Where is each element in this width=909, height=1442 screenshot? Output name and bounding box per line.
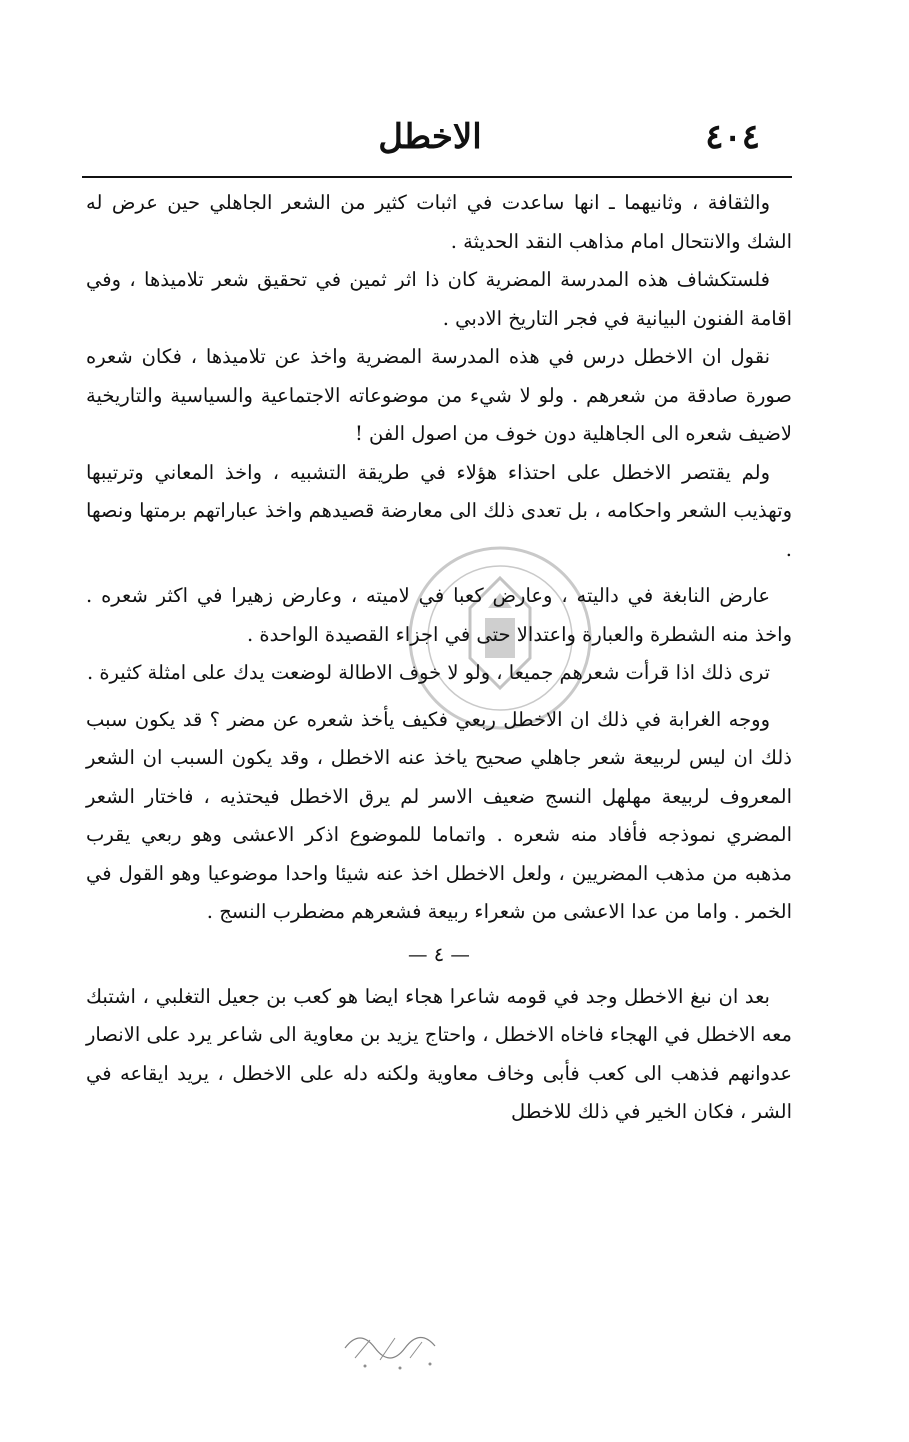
header-rule [82,176,792,178]
paragraph: ترى ذلك اذا قرأت شعرهم جميعا ، ولو لا خوف الاطالة لوضعت يدك على امثلة كثيرة . [86,661,770,684]
page-title: الاخطل [378,117,482,157]
page-number: ٤٠٤ [705,117,760,157]
scribble-icon [340,1318,450,1378]
paragraph: نقول ان الاخطل درس في هذه المدرسة المضرية واخذ عن تلاميذها ، فكان شعره صورة صادقة من شعرهم . ولو لا شيء من موضوعاته الاجتماعية والسياسية والتاريخية لاضيف شعره الى الجاهلية دون خوف من اصول الفن ! [86,345,792,445]
body-text [86,184,792,1132]
running-head [80,112,780,162]
paragraph: فلستكشاف هذه المدرسة المضرية كان ذا اثر ثمين في تحقيق شعر تلاميذها ، وفي اقامة الفنون البيانية في فجر التاريخ الادبي . [86,268,792,330]
paragraph: والثقافة ، وثانيهما ـ انها ساعدت في اثبات كثير من الشعر الجاهلي حين عرض له الشك والانتحال امام مذاهب النقد الحديثة . [86,191,792,253]
paragraph: ولم يقتصر الاخطل على احتذاء هؤلاء في طريقة التشبيه ، واخذ المعاني وترتيبها وتهذيب الشعر واحكامه ، بل تعدى ذلك الى معارضة قصيدهم واخذ عباراتهم برمتها ونصها . [86,460,792,561]
section-marker: — ٤ — [408,942,470,966]
paragraph: عارض النابغة في داليته ، وعارض كعبا في لاميته ، وعارض زهيرا في اكثر شعره . واخذ منه الشطرة والعبارة واعتدالا حتى في اجزاء القصيدة الواحدة . [86,584,792,646]
paragraph: ووجه الغرابة في ذلك ان الاخطل ربعي فكيف يأخذ شعره عن مضر ؟ قد يكون سبب ذلك ان ليس لربيعة شعر جاهلي صحيح ياخذ عنه الاخطل ، وقد يكون السبب ان الشعر المعروف لربيعة مهلهل النسج ضعيف الاسر لم يرق الاخطل فيحتذيه ، فاختار الشعر المضري نموذجه فأفاد منه شعره . واتماما للموضوع اذكر الاعشى وهو ربعي يقرب مذهبه من مذهب المضريين ، ولعل الاخطل اخذ عنه شيئا واحدا موضوعيا وهو القول في الخمر . واما من عدا الاعشى من شعراء ربيعة فشعرهم مضطرب النسج . [86,707,792,923]
paragraph: بعد ان نبغ الاخطل وجد في قومه شاعرا هجاء ايضا هو كعب بن جعيل التغلبي ، اشتبك معه الاخطل في الهجاء فاخاه الاخطل ، واحتاج يزيد بن معاوية الى شاعر يرد على الانصار عدوانهم فذهب الى كعب فأبى وخاف معاوية ولكنه دله على الاخطل ، يريد ايقاعه في الشر ، فكان الخير في ذلك للاخطل [86,984,792,1123]
